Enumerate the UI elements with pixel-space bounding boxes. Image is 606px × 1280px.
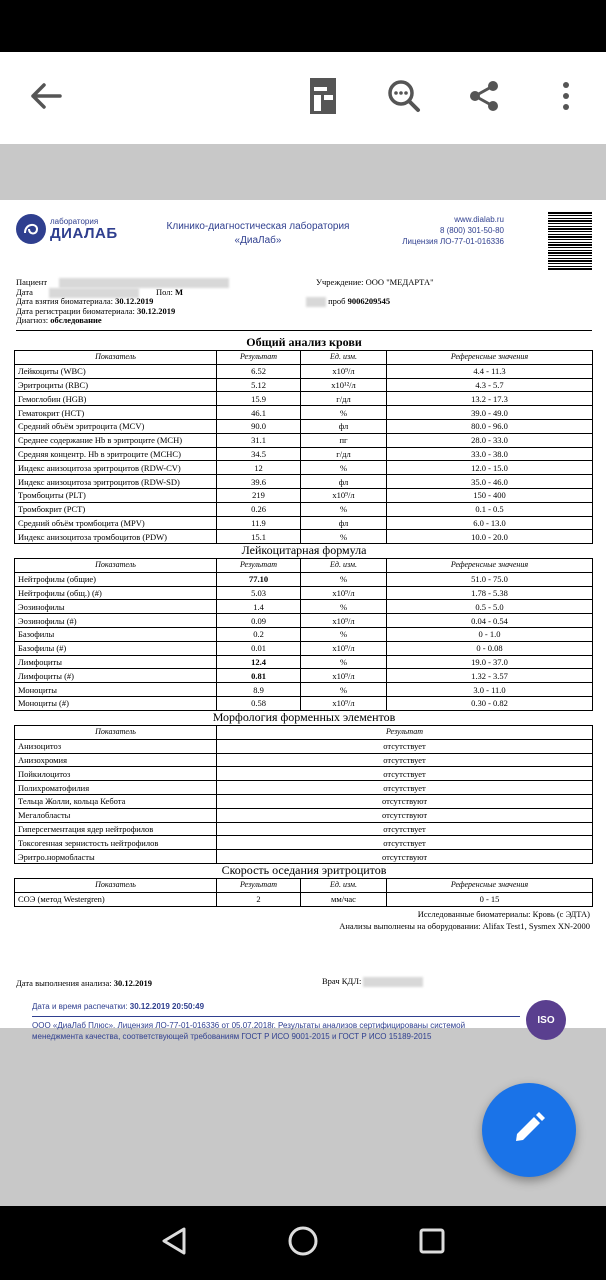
search-zoom-icon [387,79,421,118]
table-row [15,447,593,461]
barcode [548,212,592,270]
table-cell: Лимфоциты (#) [15,669,217,683]
table-cell: Гемоглобин (HGB) [15,392,217,406]
table-cell: г/дл [301,447,387,461]
column-header: Результат [217,879,301,893]
column-header: Показатель [15,726,217,740]
table-cell: отсутствует [217,822,593,836]
divider [16,330,592,331]
table-cell: 4.3 - 5.7 [387,378,593,392]
table-cell: 15.1 [217,530,301,544]
table-cell: x10⁹/л [301,669,387,683]
table-header-row [15,351,593,365]
table-cell: % [301,461,387,475]
leuko-title: Лейкоцитарная формула [241,543,367,557]
morph-title: Морфология форменных элементов [212,710,396,724]
table-cell: Эозинофилы [15,600,217,614]
table-cell: % [301,406,387,420]
table-cell: 0.5 - 5.0 [387,600,593,614]
patient-info: Пациент Учреждение: ООО "МЕДАРТА" Дата Пол: М Дата взятия биоматериала: 30.12.2019 проб 9006209545 Дата регистрации биоматериала: 30.12.2019 Диагноз: обследование [16,277,434,325]
table-cell: отсутствует [217,739,593,753]
table-row [15,406,593,420]
table-cell: Индекс анизоцитоза тромбоцитов (PDW) [15,530,217,544]
table-cell: 12 [217,461,301,475]
table-cell: x10⁹/л [301,696,387,710]
table-cell: Базофилы (#) [15,641,217,655]
nav-recents-button[interactable] [414,1225,450,1261]
lab-name: Клинико-диагностическая лаборатория «ДиаЛаб» [166,221,350,246]
table-cell: 35.0 - 46.0 [387,475,593,489]
table-cell: 19.0 - 37.0 [387,655,593,669]
table-row [15,781,593,795]
table-cell: 0.09 [217,614,301,628]
table-cell: 31.1 [217,433,301,447]
table-cell: 80.0 - 96.0 [387,419,593,433]
table-row [15,433,593,447]
table-row [15,794,593,808]
table-cell: Базофилы [15,627,217,641]
table-cell: Мегалобласты [15,808,217,822]
column-header: Референсные значения [387,879,593,893]
esr-table [14,878,593,907]
table-cell: % [301,627,387,641]
table-row [15,836,593,850]
nav-home-button[interactable] [285,1225,321,1261]
table-cell: 34.5 [217,447,301,461]
column-header: Результат [217,559,301,573]
morph-table [14,725,593,864]
back-button[interactable] [18,70,74,126]
table-row [15,739,593,753]
table-cell: фл [301,475,387,489]
table-cell: 1.32 - 3.57 [387,669,593,683]
table-row [15,683,593,697]
table-cell: x10¹²/л [301,378,387,392]
column-header: Показатель [15,559,217,573]
table-cell: Тромбокрит (PCT) [15,502,217,516]
table-row [15,516,593,530]
table-cell: x10⁹/л [301,364,387,378]
column-header: Показатель [15,351,217,365]
table-cell: 3.0 - 11.0 [387,683,593,697]
document-mode-button[interactable] [295,70,351,126]
table-cell: Анизохромия [15,753,217,767]
nav-back-button[interactable] [156,1225,192,1261]
table-cell: % [301,572,387,586]
system-nav-bar [0,1206,606,1280]
table-cell: отсутствует [217,767,593,781]
table-row [15,461,593,475]
table-cell: 13.2 - 17.3 [387,392,593,406]
table-cell: 150 - 400 [387,488,593,502]
table-cell: отсутствует [217,753,593,767]
column-header: Ед. изм. [301,559,387,573]
app-toolbar [0,52,606,144]
table-cell: отсутствуют [217,794,593,808]
lab-logo [16,214,118,244]
arrow-back-icon [29,82,63,115]
table-cell: Гиперсегментация ядер нейтрофилов [15,822,217,836]
lab-phone: 8 (800) 301-50-80 [439,226,504,235]
nav-back-icon [160,1226,188,1261]
table-cell: 39.6 [217,475,301,489]
table-cell: фл [301,516,387,530]
table-cell: 15.9 [217,392,301,406]
table-row [15,850,593,864]
table-cell: 1.4 [217,600,301,614]
table-cell: Гематокрит (HCT) [15,406,217,420]
share-icon [468,80,500,117]
table-row [15,696,593,710]
column-header: Ед. изм. [301,351,387,365]
table-cell: Анизоцитоз [15,739,217,753]
table-cell: 0 - 0.08 [387,641,593,655]
table-cell: Тромбоциты (PLT) [15,488,217,502]
table-cell: 77.10 [217,572,301,586]
table-row [15,378,593,392]
nav-home-icon [287,1225,319,1262]
table-cell: Индекс анизоцитоза эритроцитов (RDW-CV) [15,461,217,475]
table-row [15,669,593,683]
table-cell: Моноциты [15,683,217,697]
table-row [15,502,593,516]
table-cell: Нейтрофилы (общие) [15,572,217,586]
nav-recents-icon [418,1227,446,1260]
table-cell: 6.0 - 13.0 [387,516,593,530]
table-cell: 6.52 [217,364,301,378]
table-cell: Моноциты (#) [15,696,217,710]
table-cell: 2 [217,892,301,906]
table-cell: Индекс анизоцитоза эритроцитов (RDW-SD) [15,475,217,489]
table-cell: x10⁹/л [301,641,387,655]
table-cell: Средний объём тромбоцита (MPV) [15,516,217,530]
column-header: Результат [217,726,593,740]
table-cell: 0.58 [217,696,301,710]
table-cell: отсутствуют [217,808,593,822]
table-cell: 0.81 [217,669,301,683]
table-cell: Пойкилоцитоз [15,767,217,781]
lab-site: www.dialab.ru [454,215,504,224]
table-cell: 39.0 - 49.0 [387,406,593,420]
table-cell: 0.26 [217,502,301,516]
table-row [15,655,593,669]
table-cell: отсутствует [217,836,593,850]
document-viewer[interactable] [0,144,606,1206]
table-cell: Полихроматофилия [15,781,217,795]
table-cell: 90.0 [217,419,301,433]
lab-license: Лицензия ЛО-77-01-016336 [402,237,504,246]
table-row [15,767,593,781]
edit-fab[interactable] [482,1083,576,1177]
table-row [15,530,593,544]
column-header: Ед. изм. [301,879,387,893]
table-cell: 0.01 [217,641,301,655]
table-cell: 51.0 - 75.0 [387,572,593,586]
table-cell: 4.4 - 11.3 [387,364,593,378]
table-row [15,475,593,489]
table-cell: x10⁹/л [301,614,387,628]
table-row [15,627,593,641]
table-header-row [15,879,593,893]
table-cell: отсутствуют [217,850,593,864]
table-cell: 33.0 - 38.0 [387,447,593,461]
print-datetime: Дата и время распечатки: 30.12.2019 20:50:49 [32,1002,205,1011]
cbc-title: Общий анализ крови [246,335,362,349]
table-cell: Эритро.нормобласты [15,850,217,864]
table-cell: x10⁹/л [301,488,387,502]
cbc-table [14,350,593,544]
column-header: Результат [217,351,301,365]
footer-divider [32,1016,520,1017]
table-cell: 46.1 [217,406,301,420]
table-cell: Тельца Жолли, кольца Кебота [15,794,217,808]
table-row [15,614,593,628]
table-cell: отсутствует [217,781,593,795]
table-cell: 8.9 [217,683,301,697]
search-button[interactable] [376,70,432,126]
column-header: Показатель [15,879,217,893]
iso-badge: ISO [526,1000,566,1040]
table-header-row [15,559,593,573]
doctor: Врач КДЛ: [322,976,423,987]
table-row [15,392,593,406]
table-row [15,364,593,378]
table-cell: Эозинофилы (#) [15,614,217,628]
table-cell: % [301,655,387,669]
document-mode-icon [309,77,337,120]
table-cell: Эритроциты (RBC) [15,378,217,392]
table-row [15,808,593,822]
table-cell: 0 - 15 [387,892,593,906]
edit-pencil-icon [512,1111,546,1150]
table-cell: Среднее содержание Hb в эритроците (MCH) [15,433,217,447]
table-cell: 5.03 [217,586,301,600]
lab-contacts [380,214,504,247]
table-cell: % [301,600,387,614]
table-cell: Лейкоциты (WBC) [15,364,217,378]
done-date: Дата выполнения анализа: 30.12.2019 [16,978,152,988]
table-cell: 0 - 1.0 [387,627,593,641]
status-bar [0,0,606,52]
table-header-row [15,726,593,740]
table-cell: 12.4 [217,655,301,669]
table-cell: Нейтрофилы (общ.) (#) [15,586,217,600]
table-cell: 10.0 - 20.0 [387,530,593,544]
table-cell: 0.2 [217,627,301,641]
table-row [15,641,593,655]
column-header: Референсные значения [387,351,593,365]
table-cell: x10⁹/л [301,586,387,600]
table-row [15,600,593,614]
more-vert-icon [562,81,570,116]
table-row [15,586,593,600]
table-cell: г/дл [301,392,387,406]
more-options-button[interactable] [538,70,594,126]
table-cell: % [301,683,387,697]
table-cell: 11.9 [217,516,301,530]
table-cell: 5.12 [217,378,301,392]
column-header: Референсные значения [387,559,593,573]
table-cell: % [301,502,387,516]
table-row [15,753,593,767]
esr-title: Скорость оседания эритроцитов [221,863,387,877]
license-text: ООО «ДиаЛаб Плюс». Лицензия ЛО-77-01-016336 от 05.07.2018г. Результаты анализов сертифицированы системой менеджмента качества, соответствующей требованиям ГОСТ Р ИСО 9001-2015 и ГОСТ Р ИСО 15189-2015 [32,1021,466,1041]
table-cell: мм/час [301,892,387,906]
logo-big-text: ДИАЛАБ [50,224,118,242]
table-cell: 0.1 - 0.5 [387,502,593,516]
table-cell: % [301,530,387,544]
table-cell: 28.0 - 33.0 [387,433,593,447]
notes: Исследованные биоматериалы: Кровь (с ЭДТА) Анализы выполнены на оборудовании: Alifax Test1, Sysmex XN-2000 [339,909,590,931]
table-cell: Средняя концентр. Hb в эритроците (MCHC) [15,447,217,461]
table-cell: 0.30 - 0.82 [387,696,593,710]
table-cell: 1.78 - 5.38 [387,586,593,600]
table-row [15,572,593,586]
table-cell: 219 [217,488,301,502]
table-cell: СОЭ (метод Westergren) [15,892,217,906]
table-row [15,419,593,433]
table-row [15,892,593,906]
document-page [0,200,606,1041]
table-cell: Токсогенная зернистость нейтрофилов [15,836,217,850]
share-button[interactable] [456,70,512,126]
table-row [15,488,593,502]
table-cell: Лимфоциты [15,655,217,669]
table-cell: 0.04 - 0.54 [387,614,593,628]
table-cell: пг [301,433,387,447]
logo-small-text: лаборатория [50,216,99,226]
table-cell: фл [301,419,387,433]
table-cell: Средний объём эритроцита (MCV) [15,419,217,433]
table-row [15,822,593,836]
redacted-doctor-name [363,977,423,987]
table-cell: 12.0 - 15.0 [387,461,593,475]
leuko-table [14,558,593,711]
